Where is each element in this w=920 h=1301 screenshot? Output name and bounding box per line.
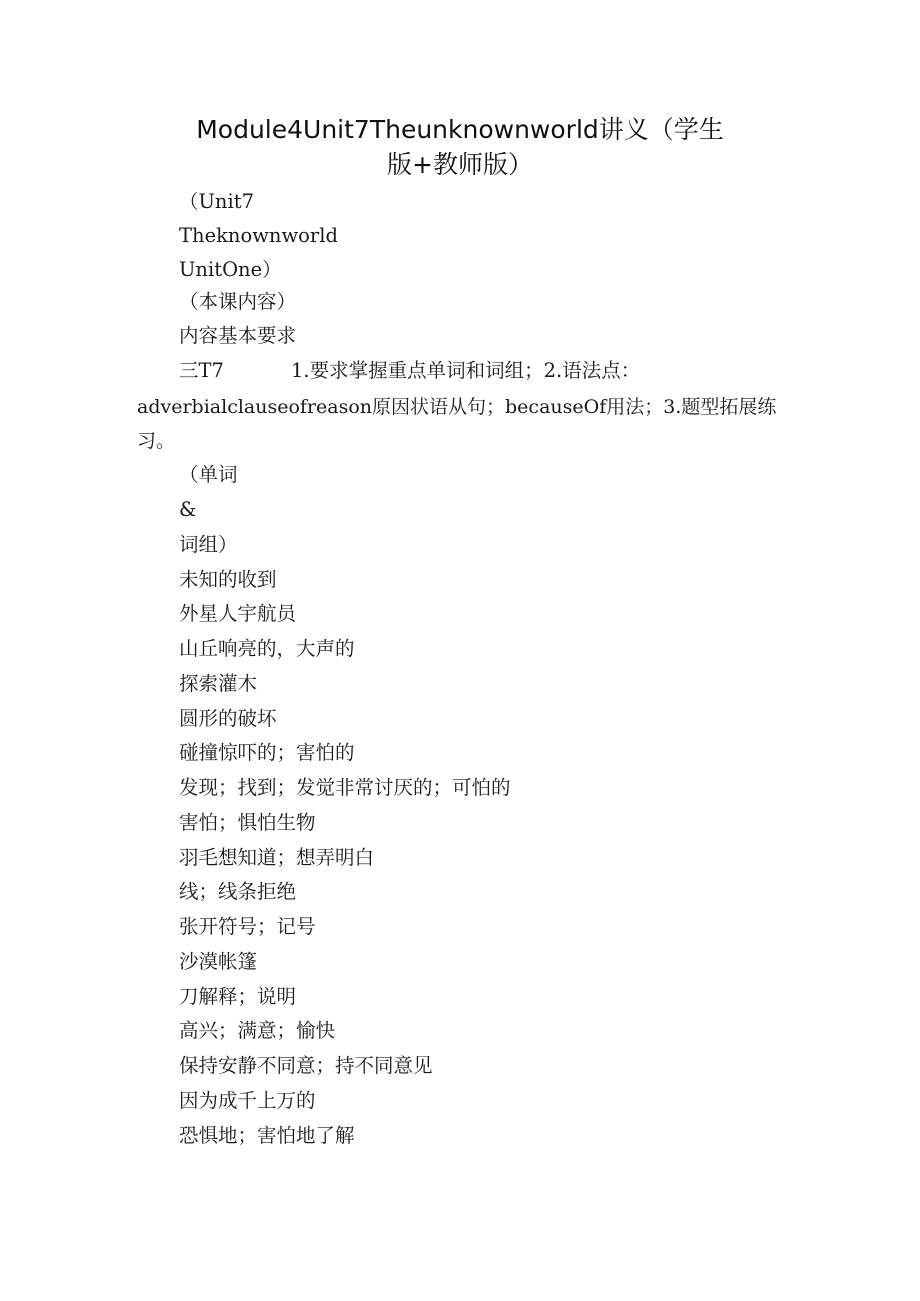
objectives-text: 1.要求掌握重点单词和词组；2.语法点： — [291, 359, 641, 382]
vocab-line: 线；线条拒绝 — [179, 880, 297, 903]
objectives-continuation: adverbialclauseofreason原因状语从句；becauseOf用法；3.题型拓展练 — [137, 396, 777, 418]
vocab-line: 高兴；满意；愉快 — [179, 1019, 336, 1042]
vocab-line: 刀解释；说明 — [179, 985, 297, 1008]
vocab-line: 未知的收到 — [179, 568, 277, 591]
objectives-code: 三T7 — [179, 359, 224, 382]
unit-subtitle: Theknownworld — [179, 224, 338, 247]
vocab-heading-open: （单词 — [179, 463, 238, 486]
vocab-line: 发现；找到；发觉非常讨厌的；可怕的 — [179, 776, 511, 799]
document-title-line-2: 版+教师版） — [387, 150, 533, 179]
vocab-line: 碰撞惊吓的；害怕的 — [179, 741, 355, 764]
vocab-line: 探索灌木 — [179, 672, 258, 695]
unit-part: UnitOne） — [179, 258, 282, 281]
vocab-line: 圆形的破坏 — [179, 707, 277, 730]
section-lesson-content: （本课内容） — [179, 290, 297, 313]
document-title-line-1: Module4Unit7Theunknownworld讲义（学生 — [196, 115, 724, 144]
vocab-line: 沙漠帐篷 — [179, 950, 258, 973]
vocab-heading-amp: & — [179, 498, 197, 521]
section-basic-requirements: 内容基本要求 — [179, 324, 297, 347]
vocab-line: 张开符号；记号 — [179, 915, 316, 938]
vocab-line: 害怕；惧怕生物 — [179, 811, 316, 834]
vocab-line: 因为成千上万的 — [179, 1089, 316, 1112]
unit-label: （Unit7 — [179, 190, 254, 213]
vocab-heading-close: 词组） — [179, 533, 238, 556]
vocab-line: 山丘响亮的，大声的 — [179, 637, 355, 660]
vocab-line: 恐惧地；害怕地了解 — [179, 1124, 355, 1147]
objectives-row — [179, 357, 640, 385]
vocab-line: 保持安静不同意；持不同意见 — [179, 1054, 433, 1077]
vocab-line: 外星人宇航员 — [179, 602, 297, 625]
objectives-continuation-2: 习。 — [137, 430, 176, 452]
vocab-line: 羽毛想知道；想弄明白 — [179, 846, 375, 869]
